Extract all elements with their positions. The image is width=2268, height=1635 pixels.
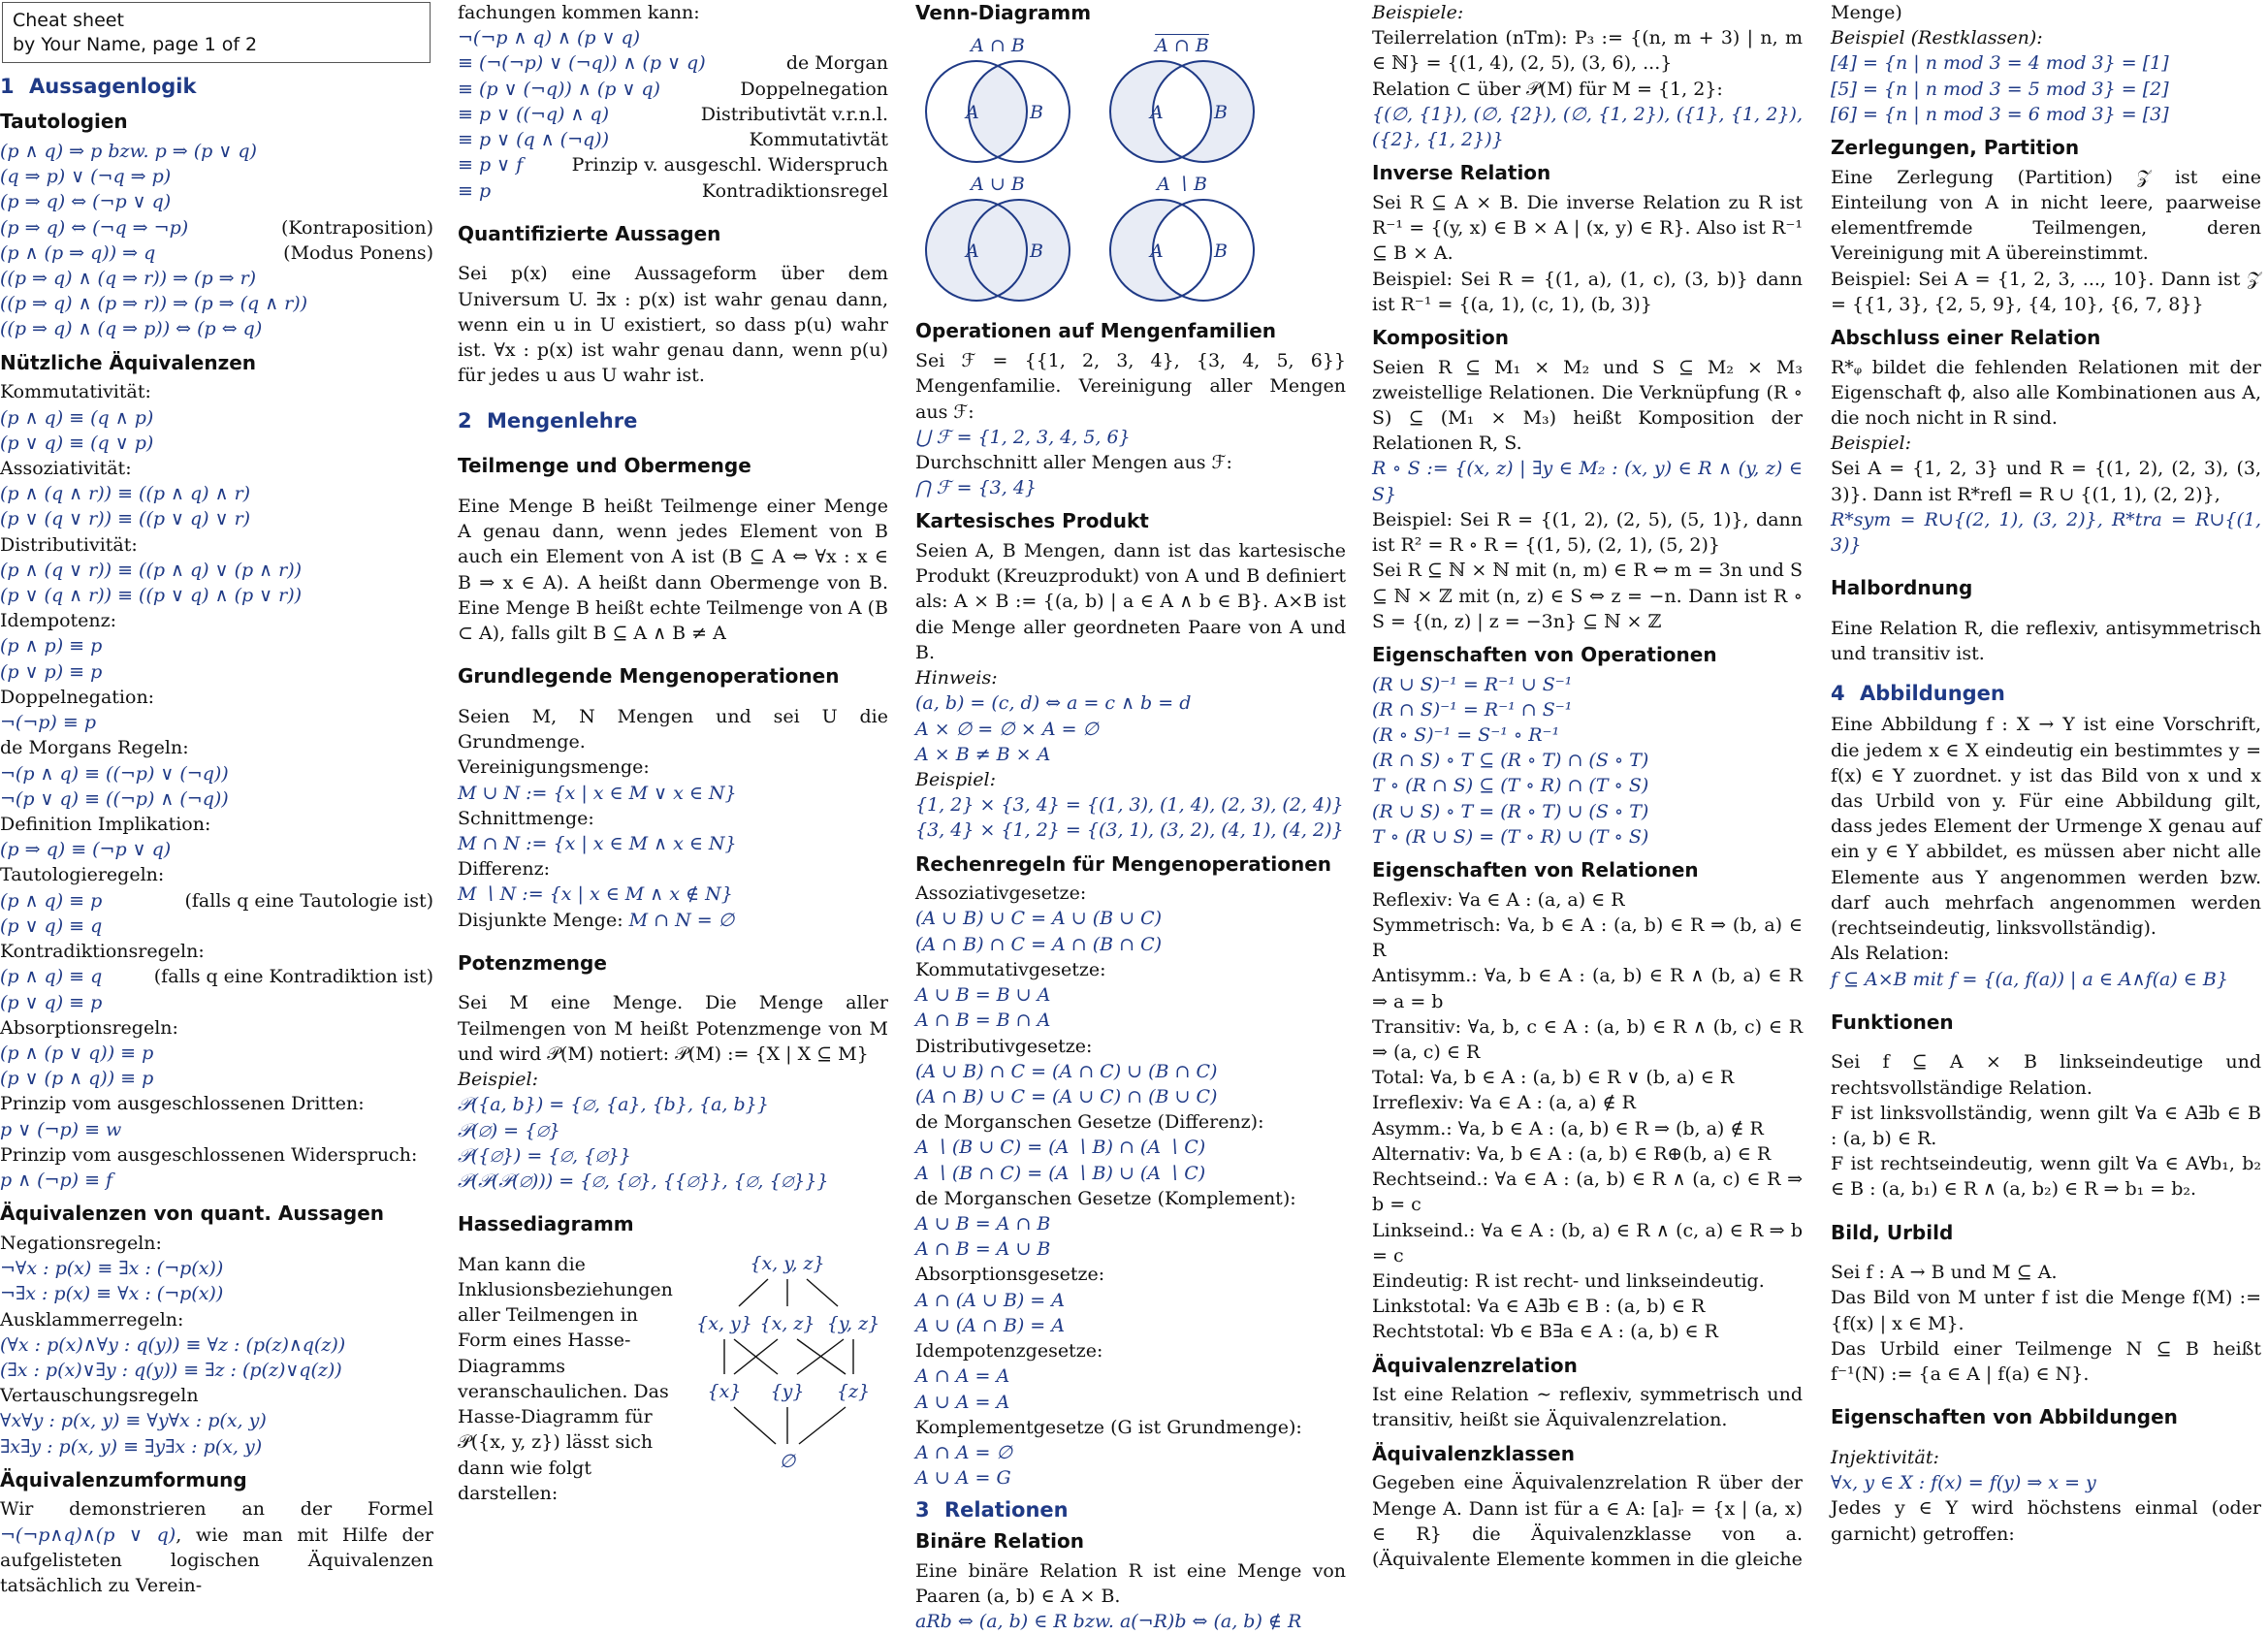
rechenregeln-list: Assoziativgesetze: (A ∪ B) ∪ C = A ∪ (B ∪ C) (A ∩ B) ∩ C = A ∩ (B ∩ C) Kommutativgesetze: A ∪ B = B ∪ A A ∩ B = B ∩ A Distributivgesetze: (A ∪ B) ∩ C = (A ∩ C) ∪ (B ∩ C) (A ∩ B) ∪ C = (A ∪ C) ∩ (B ∪ C) de Morganschen Gesetze (Differenz): A ∖ (B ∪ C) = (A ∖ B) ∩ (A ∖ C) A ∖ (B ∩ C) = (A ∖ B) ∪ (A ∖ C) de Morganschen Gesetze (Komplement): A ∪ B = A ∩ B A ∩ B = A ∪ B Absorptionsgesetze: A ∩ (A ∪ B) = A A ∪ (A ∩ B) = A Idempotenzgesetze: A ∩ A = A A ∪ A = A Komplementgesetze (G ist Grundmenge): A ∩ A = ∅ A ∪ A = G — [915, 882, 1302, 1490]
heading-binaer: Binäre Relation — [915, 1529, 1084, 1554]
hasse-node-x: {x} — [707, 1380, 742, 1402]
section-aussagenlogik: 1 Aussagenlogik — [0, 75, 197, 99]
heading-quantifizierte: Quantifizierte Aussagen — [458, 221, 721, 245]
venn-diagrams — [915, 33, 1264, 311]
header-title: Cheat sheet — [13, 10, 124, 31]
heading-potenzmenge: Potenzmenge — [458, 950, 607, 975]
continuation-text: fachungen kommen kann: — [458, 2, 700, 23]
heading-tautologien: Tautologien — [0, 110, 128, 134]
hasse-node-empty: ∅ — [779, 1450, 796, 1472]
heading-aequivalenzen: Nützliche Äquivalenzen — [0, 350, 257, 374]
heading-quant-aequivalenzen: Äquivalenzen von quant. Aussagen — [0, 1202, 385, 1226]
mengenop-text: Seien M, N Mengen und sei U die Grundmenge. — [458, 705, 888, 753]
heading-hassediagramm: Hassediagramm — [458, 1212, 634, 1236]
venn-svg-intersection — [915, 58, 1080, 165]
section-abbildungen: 4 Abbildungen — [1831, 682, 2005, 706]
equivalences-list: Kommutativität: (p ∧ q) ≡ (q ∧ p) (p ∨ q) ≡ (q ∨ p) Assoziativität: (p ∧ (q ∧ r)) ≡ ((p ∧ q) ∧ r) (p ∨ (q ∨ r)) ≡ ((p ∨ q) ∨ r) Distributivität: (p ∧ (q ∨ r)) ≡ ((p ∧ q) ∨ (p ∧ r)) (p ∨ (q ∧ r)) ≡ ((p ∨ q) ∧ (p ∨ r)) Idempotenz: (p ∧ p) ≡ p (p ∨ p) ≡ p Doppelnegation: ¬(¬p) ≡ p de Morgans Regeln: ¬(p ∧ q) ≡ ((¬p) ∨ (¬q)) ¬(p ∨ q) ≡ ((¬p) ∧ (¬q)) Definition Implikation: (p ⇒ q) ≡ (¬p ∨ q) Tautologieregeln: (p ∧ q) ≡ p (falls q eine Tautologie ist) (p ∨ q) ≡ q Kontradiktionsregeln: (p ∧ q) ≡ q (falls q eine Kontradiktion ist) (p ∨ q) ≡ p Absorptionsregeln: (p ∧ (p ∨ q)) ≡ p (p ∨ (p ∧ q)) ≡ p Prinzip vom ausgeschlossenen Dritten: p ∨ (¬p) ≡ w Prinzip vom ausgeschlossenen Widerspruch: p ∧ (¬p) ≡ f — [0, 381, 433, 1192]
heading-bild-urbild: Bild, Urbild — [1831, 1220, 1954, 1244]
hasse-node-y: {y} — [770, 1380, 805, 1402]
column-3: Venn-Diagramm A ∩ B A B A ∩ B A B A ∪ B A B A ∖ B A B Operationen auf Mengenfamilien Sei ℱ = {{1, 2, 3, 4}, {3, 4, 5, 6}} Mengenfamilie. Vereinigung aller Mengen aus ℱ: ⋃ ℱ = {1, 2, 3, 4, 5, 6} Durchschnitt aller Mengen aus ℱ: ⋂ ℱ = {3, 4} Kartesisches Produkt Seien A, B Mengen, dann ist das kartesische Produkt (Kreuzprodukt) von A und B definiert als: A × B := {(a, b) | a ∈ A ∧ b ∈ B}. A×B ist die Menge aller geordneten Paare von A und B. Hinweis: (a, b) = (c, d) ⇔ a = c ∧ b = d A × ∅ = ∅ × A = ∅ A × B ≠ B × A Beispiel: {1, 2} × {3, 4} = {(1, 3), (1, 4), (2, 3), (2, 4)} {3, 4} × {1, 2} = {(3, 1), (3, 2), (4, 1), (4, 2)} Rechenregeln für Mengenoperationen Assoziativgesetze: (A ∪ B) ∪ C = A ∪ (B ∪ C) (A ∩ B) ∩ C = A ∩ (B ∩ C) Kommutativgesetze: A ∪ B = B ∪ A A ∩ B = B ∩ A Distributivgesetze: (A ∪ B) ∩ C = (A ∩ C) ∪ (B ∩ C) (A ∩ B) ∪ C = (A ∪ C) ∩ (B ∪ C) de Morganschen Gesetze (Differenz): A ∖ (B ∪ C) = (A ∖ B) ∩ (A ∖ C) A ∖ (B ∩ C) = (A ∖ B) ∪ (A ∖ C) de Morganschen Gesetze (Komplement): A ∪ B = A ∩ B A ∩ B = A ∪ B Absorptionsgesetze: A ∩ (A ∪ B) = A A ∪ (A ∩ B) = A Idempotenzgesetze: A ∩ A = A A ∪ A = A Komplementgesetze (G ist Grundmenge): A ∩ A = ∅ A ∪ A = G 3 Relationen Binäre Relation Eine binäre Relation R ist eine Menge von Paaren (a, b) ∈ A × B. aRb ⇔ (a, b) ∈ R bzw. a(¬R)b ⇔ (a, b) ∉ R — [915, 1, 1346, 1633]
header-author: by Your Name, page 1 of 2 — [13, 33, 258, 55]
svg-text:A: A — [966, 101, 979, 123]
svg-text:B: B — [1214, 240, 1228, 263]
heading-aequivalenzumformung: Äquivalenzumformung — [0, 1467, 247, 1491]
operation-properties: (R ∪ S)⁻¹ = R⁻¹ ∪ S⁻¹ (R ∩ S)⁻¹ = R⁻¹ ∩ S⁻¹ (R ∘ S)⁻¹ = S⁻¹ ∘ R⁻¹ (R ∩ S) ∘ T ⊆ (R ∘ T) ∩ (S ∘ T) T ∘ (R ∩ S) ⊆ (T ∘ R) ∩ (T ∘ S) (R ∪ S) ∘ T = (R ∘ T) ∪ (S ∘ T) T ∘ (R ∪ S) = (T ∘ R) ∪ (T ∘ S) — [1372, 673, 1649, 848]
hasse-edges — [724, 1279, 853, 1444]
heading-zerlegungen: Zerlegungen, Partition — [1831, 136, 2080, 160]
venn-svg-complement — [1100, 58, 1264, 165]
hasse-diagram — [690, 1252, 884, 1485]
svg-text:B: B — [1030, 240, 1043, 263]
venn-intersection: A ∩ B A B — [915, 33, 1080, 172]
simplification-chain: ¬(¬p ∧ q) ∧ (p ∨ q) ≡ (¬(¬p) ∨ (¬q)) ∧ (p ∨ q) de Morgan ≡ (p ∨ (¬q)) ∧ (p ∨ q) Doppelnegation ≡ p ∨ ((¬q) ∧ q) Distributivtät v.r.n.l. ≡ p ∨ (q ∧ (¬q)) Kommutativtät ≡ p ∨ f Prinzip v. ausgeschl. Widerspruch ≡ p Kontradiktionsregel — [458, 27, 888, 202]
column-1 — [0, 0, 433, 1604]
quant-text: Sei p(x) eine Aussageform über dem Universum U. ∃x : p(x) ist wahr genau dann, wenn ein u in U existiert, so dass p(u) wahr ist. ∀x : p(x) ist wahr genau dann, wenn p(u) für jedes u aus U wahr ist. — [458, 263, 888, 387]
venn-difference: A ∖ B A B — [1100, 172, 1264, 310]
heading-eig-abbildungen: Eigenschaften von Abbildungen — [1831, 1405, 2178, 1429]
heading-eig-operationen: Eigenschaften von Operationen — [1372, 643, 1717, 666]
heading-inverse: Inverse Relation — [1372, 161, 1551, 185]
venn-union: A ∪ B A B — [915, 172, 1080, 310]
tautologies-list: (p ∧ q) ⇒ p bzw. p ⇒ (p ∨ q) (q ⇒ p) ∨ (¬q ⇒ p) (p ⇒ q) ⇔ (¬p ∨ q) (p ⇒ q) ⇔ (¬q ⇒ ¬p) (Kontraposition) (p ∧ (p ⇒ q)) ⇒ q (Modus Ponens) ((p ⇒ q) ∧ (q ⇒ r)) ⇒ (p ⇒ r) ((p ⇒ q) ∧ (p ⇒ r)) ⇒ (p ⇒ (q ∧ r)) ((p ⇒ q) ∧ (q ⇒ p)) ⇔ (p ⇔ q) — [0, 140, 433, 340]
heading-teilmenge: Teilmenge und Obermenge — [458, 454, 751, 478]
venn-svg-difference — [1100, 197, 1264, 304]
heading-kartesisch: Kartesisches Produkt — [915, 509, 1149, 533]
relation-properties: Reflexiv: ∀a ∈ A : (a, a) ∈ R Symmetrisch: ∀a, b ∈ A : (a, b) ∈ R ⇒ (b, a) ∈ R Antisymm.: ∀a, b ∈ A : (a, b) ∈ R ∧ (b, a) ∈ R ⇒ a = b Transitiv: ∀a, b, c ∈ A : (a, b) ∈ R ∧ (b, c) ∈ R ⇒ (a, c) ∈ R Total: ∀a, b ∈ A : (a, b) ∈ R ∨ (b, a) ∈ R Irreflexiv: ∀a ∈ A : (a, a) ∉ R Asymm.: ∀a, b ∈ A : (a, b) ∈ R ⇒ (b, a) ∉ R Alternativ: ∀a, b ∈ A : (a, b) ∈ R⊕(b, a) ∈ R Rechtseind.: ∀a ∈ A : (a, b) ∈ R ∧ (a, c) ∈ R ⇒ b = c Linkseind.: ∀a ∈ A : (b, a) ∈ R ∧ (c, a) ∈ R ⇒ b = c Eindeutig: R ist recht- und linkseindeutig. Linkstotal: ∀a ∈ A∃b ∈ B : (a, b) ∈ R Rechtstotal: ∀b ∈ B∃a ∈ A : (a, b) ∈ R — [1372, 888, 1803, 1343]
venn-complement: A ∩ B A B — [1100, 33, 1264, 172]
teilmenge-text: Eine Menge B heißt Teilmenge einer Menge A genau dann, wenn jedes Element von B auch ein Element von A ist (B ⊆ A ⇔ ∀x : x ∈ B ⇒ x ∈ A). A heißt dann Obermenge von B. Eine Menge B heißt echte Teilmenge von A (B ⊂ A), falls gilt B ⊆ A ∧ B ≠ A — [458, 496, 888, 645]
hasse-node-xz: {x, z} — [759, 1312, 815, 1334]
section-relationen: 3 Relationen — [915, 1498, 1069, 1523]
heading-abschluss: Abschluss einer Relation — [1831, 326, 2101, 349]
heading-mengenfamilien: Operationen auf Mengenfamilien — [915, 319, 1277, 343]
heading-mengenoperationen: Grundlegende Mengenoperationen — [458, 664, 840, 689]
svg-text:A: A — [966, 240, 979, 263]
potenzmenge-text: Sei M eine Menge. Die Menge aller Teilmengen von M heißt Potenzmenge von M und wird 𝒫(M) notiert: 𝒫(M) := {X | X ⊆ M} — [458, 992, 888, 1065]
hasse-node-z: {z} — [836, 1380, 871, 1402]
venn-svg-union — [915, 197, 1080, 304]
svg-text:B: B — [1030, 101, 1043, 123]
heading-rechenregeln: Rechenregeln für Mengenoperationen — [915, 851, 1331, 876]
heading-aequivalenzklassen: Äquivalenzklassen — [1372, 1441, 1575, 1465]
quantifier-rules: Negationsregeln: ¬∀x : p(x) ≡ ∃x : (¬p(x)) ¬∃x : p(x) ≡ ∀x : (¬p(x)) Ausklammerregeln: (∀x : p(x)∧∀y : q(y)) ≡ ∀z : (p(z)∧q(z)) (∃x : p(x)∨∃y : q(y)) ≡ ∃z : (p(z)∨q(z)) Vertauschungsregeln ∀x∀y : p(x, y) ≡ ∀y∀x : p(x, y) ∃x∃y : p(x, y) ≡ ∃y∃x : p(x, y) — [0, 1232, 346, 1458]
heading-halbordnung: Halbordnung — [1831, 576, 1973, 600]
hasse-node-yz: {y, z} — [826, 1312, 880, 1334]
hasse-node-top: {x, y, z} — [750, 1252, 825, 1274]
heading-komposition: Komposition — [1372, 326, 1509, 349]
umformung-text: Wir demonstrieren an der Formel ¬(¬p∧q)∧(p ∨ q), wie man mit Hilfe der aufgelisteten logischen Äquivalenzen tatsächlich zu Verein- — [0, 1498, 433, 1597]
heading-aequivalenzrelation: Äquivalenzrelation — [1372, 1353, 1578, 1377]
heading-funktionen: Funktionen — [1831, 1010, 1954, 1034]
column-4: Beispiele: Teilerrelation (nTm): P₃ := {(n, m + 3) | n, m ∈ ℕ} = {(1, 4), (2, 5), (3, 6), ...} Relation ⊂ über 𝒫(M) für M = {1, 2}: {(∅, {1}), (∅, {2}), (∅, {1, 2}), ({1}, {1, 2}), ({2}, {1, 2})} Inverse Relation Sei R ⊆ A × B. Die inverse Relation zu R ist R⁻¹ = {(y, x) ∈ B × A | (x, y) ∈ R}. Also ist R⁻¹ ⊆ B × A. Beispiel: Sei R = {(1, a), (1, c), (3, b)} dann ist R⁻¹ = {(a, 1), (c, 1), (b, 3)} Komposition Seien R ⊆ M₁ × M₂ und S ⊆ M₂ × M₃ zweistellige Relationen. Die Verknüpfung (R ∘ S) ⊆ (M₁ × M₃) heißt Komposition der Relationen R, S. R ∘ S := {(x, z) | ∃y ∈ M₂ : (x, y) ∈ R ∧ (y, z) ∈ S} Beispiel: Sei R = {(1, 2), (2, 5), (5, 1)}, dann ist R² = R ∘ R = {(1, 5), (2, 1), (5, 2)} Sei R ⊆ ℕ × ℕ mit (n, m) ∈ R ⇔ m = 3n und S ⊆ ℕ × ℤ mit (n, z) ∈ S ⇔ z = −n. Dann ist R ∘ S = {(n, z) | z = −3n} ⊆ ℕ × ℤ Eigenschaften von Operationen (R ∪ S)⁻¹ = R⁻¹ ∪ S⁻¹ (R ∩ S)⁻¹ = R⁻¹ ∩ S⁻¹ (R ∘ S)⁻¹ = S⁻¹ ∘ R⁻¹ (R ∩ S) ∘ T ⊆ (R ∘ T) ∩ (S ∘ T) T ∘ (R ∩ S) ⊆ (T ∘ R) ∩ (T ∘ S) (R ∪ S) ∘ T = (R ∘ T) ∪ (S ∘ T) T ∘ (R ∪ S) = (T ∘ R) ∪ (T ∘ S) Eigenschaften von Relationen Reflexiv: ∀a ∈ A : (a, a) ∈ R Symmetrisch: ∀a, b ∈ A : (a, b) ∈ R ⇒ (b, a) ∈ R Antisymm.: ∀a, b ∈ A : (a, b) ∈ R ∧ (b, a) ∈ R ⇒ a = b Transitiv: ∀a, b, c ∈ A : (a, b) ∈ R ∧ (b, c) ∈ R ⇒ (a, c) ∈ R Total: ∀a, b ∈ A : (a, b) ∈ R ∨ (b, a) ∈ R Irreflexiv: ∀a ∈ A : (a, a) ∉ R Asymm.: ∀a, b ∈ A : (a, b) ∈ R ⇒ (b, a) ∉ R Alternativ: ∀a, b ∈ A : (a, b) ∈ R⊕(b, a) ∈ R Rechtseind.: ∀a ∈ A : (a, b) ∈ R ∧ (a, c) ∈ R ⇒ b = c Linkseind.: ∀a ∈ A : (b, a) ∈ R ∧ (c, a) ∈ R ⇒ b = c Eindeutig: R ist recht- und linkseindeutig. Linkstotal: ∀a ∈ A∃b ∈ B : (a, b) ∈ R Rechtstotal: ∀b ∈ B∃a ∈ A : (a, b) ∈ R Äquivalenzrelation Ist eine Relation ∼ reflexiv, symmetrisch und transitiv, heißt sie Äquivalenzrelation. Äquivalenzklassen Gegeben eine Äquivalenzrelation R über der Menge A. Dann ist für a ∈ A: [a]ᵣ = {x | (a, x) ∈ R} die Äquivalenzklasse von a. (Äquivalente Elemente kommen in die gleiche — [1372, 2, 1803, 1570]
svg-text:B: B — [1214, 101, 1228, 123]
svg-text:A: A — [1150, 240, 1164, 263]
column-5: Menge) Beispiel (Restklassen): [4] = {n | n mod 3 = 4 mod 3} = [1] [5] = {n | n mod 3 = 5 mod 3} = [2] [6] = {n | n mod 3 = 6 mod 3} = [3] Zerlegungen, Partition Eine Zerlegung (Partition) 𝒵 ist eine Einteilung von A in nicht leere, paarweise elementfremde Teilmengen, deren Vereinigung mit A übereinstimmt. Beispiel: Sei A = {1, 2, 3, ..., 10}. Dann ist 𝒵 = {{1, 3}, {2, 5, 9}, {4, 10}, {6, 7, 8}} Abschluss einer Relation R*ᵩ bildet die fehlenden Relationen mit der Eigenschaft ϕ, also alle Kombinationen aus A, die noch nicht in R sind. Beispiel: Sei A = {1, 2, 3} und R = {(1, 2), (2, 3), (3, 3)}. Dann ist R*refl = R ∪ {(1, 1), (2, 2)}, R*sym = R∪{(2, 1), (3, 2)}, R*tra = R∪{(1, 3)} Halbordnung Eine Relation R, die reflexiv, antisymmetrisch und transitiv ist. 4 Abbildungen Eine Abbildung f : X → Y ist eine Vorschrift, die jedem x ∈ X eindeutig ein bestimmtes y = f(x) ∈ Y zuordnet. y ist das Bild von x und x das Urbild von y. Für eine Abbildung gilt, dass jedes Element der Urmenge X genau auf ein y ∈ Y abbildet, es müssen aber nicht alle Elemente aus Y angenommen werden bzw. darf auch mehrfach angenommen werden (rechtseindeutig, linksvollständig). Als Relation: f ⊆ A×B mit f = {(a, f(a)) | a ∈ A∧f(a) ∈ B} Funktionen Sei f ⊆ A × B linkseindeutige und rechtsvollständige Relation. F ist linksvollständig, wenn gilt ∀a ∈ A∃b ∈ B : (a, b) ∈ R. F ist rechtseindeutig, wenn gilt ∀a ∈ A∀b₁, b₂ ∈ B : (a, b₁) ∈ R ∧ (a, b₂) ∈ R ⇒ b₁ = b₂. Bild, Urbild Sei f : A → B und M ⊆ A. Das Bild von M unter f ist die Menge f(M) := {f(x) | x ∈ M}. Das Urbild einer Teilmenge N ⊆ B heißt f⁻¹(N) := {a ∈ A | f(a) ∈ N}. Eigenschaften von Abbildungen Injektivität: ∀x, y ∈ X : f(x) = f(y) ⇒ x = y Jedes y ∈ Y wird höchstens einmal (oder garnicht) getroffen: — [1831, 2, 2261, 1545]
section-mengenlehre: 2 Mengenlehre — [458, 409, 638, 433]
header-box — [2, 2, 431, 63]
heading-venn: Venn-Diagramm — [915, 1, 1092, 24]
heading-eig-relationen: Eigenschaften von Relationen — [1372, 858, 1699, 882]
hasse-section: Man kann die Inklusionsbeziehungen aller Teilmengen in Form eines Hasse-Diagramms veranschaulichen. Das Hasse-Diagramm für 𝒫({x, y, z}) lässt sich dann wie folgt darstellen: {x, y, z} {x, y} {x, z} {y, z} {x} {y} {z} ∅ — [458, 1252, 888, 1506]
svg-text:A: A — [1150, 101, 1164, 123]
column-2: fachungen kommen kann: ¬(¬p ∧ q) ∧ (p ∨ q) ≡ (¬(¬p) ∨ (¬q)) ∧ (p ∨ q) de Morgan ≡ (p ∨ (¬q)) ∧ (p ∨ q) Doppelnegation ≡ p ∨ ((¬q) ∧ q) Distributivtät v.r.n.l. ≡ p ∨ (q ∧ (¬q)) Kommutativtät ≡ p ∨ f Prinzip v. ausgeschl. Widerspruch ≡ p Kontradiktionsregel Quantifizierte Aussagen Sei p(x) eine Aussageform über dem Universum U. ∃x : p(x) ist wahr genau dann, wenn ein u in U existiert, so dass p(u) wahr ist. ∀x : p(x) ist wahr genau dann, wenn p(u) für jedes u aus U wahr ist. 2 Mengenlehre Teilmenge und Obermenge Eine Menge B heißt Teilmenge einer Menge A genau dann, wenn jedes Element von B auch ein Element von A ist (B ⊆ A ⇔ ∀x : x ∈ B ⇒ x ∈ A). A heißt dann Obermenge von B. Eine Menge B heißt echte Teilmenge von A (B ⊂ A), falls gilt B ⊆ A ∧ B ≠ A Grundlegende Mengenoperationen Seien M, N Mengen und sei U die Grundmenge. Vereinigungsmenge: M ∪ N := {x | x ∈ M ∨ x ∈ N} Schnittmenge: M ∩ N := {x | x ∈ M ∧ x ∈ N} Differenz: M ∖ N := {x | x ∈ M ∧ x ∉ N} Disjunkte Menge: M ∩ N = ∅ Potenzmenge Sei M eine Menge. Die Menge aller Teilmengen von M heißt Potenzmenge von M und wird 𝒫(M) notiert: 𝒫(M) := {X | X ⊆ M} Beispiel: 𝒫({a, b}) = {∅, {a}, {b}, {a, b}} 𝒫(∅) = {∅} 𝒫({∅}) = {∅, {∅}} 𝒫(𝒫(𝒫(∅))) = {∅, {∅}, {{∅}}, {∅, {∅}}} Hassediagramm Man kann die Inklusionsbeziehungen aller Teilmengen in Form eines Hasse-Diagramms veranschaulichen. Das Hasse-Diagramm für 𝒫({x, y, z}) lässt sich dann wie folgt darstellen: {x, y, z} {x, y} {x, z} {y, z} {x} {y} {z} ∅ — [458, 0, 888, 1604]
hasse-node-xy: {x, y} — [696, 1312, 752, 1334]
